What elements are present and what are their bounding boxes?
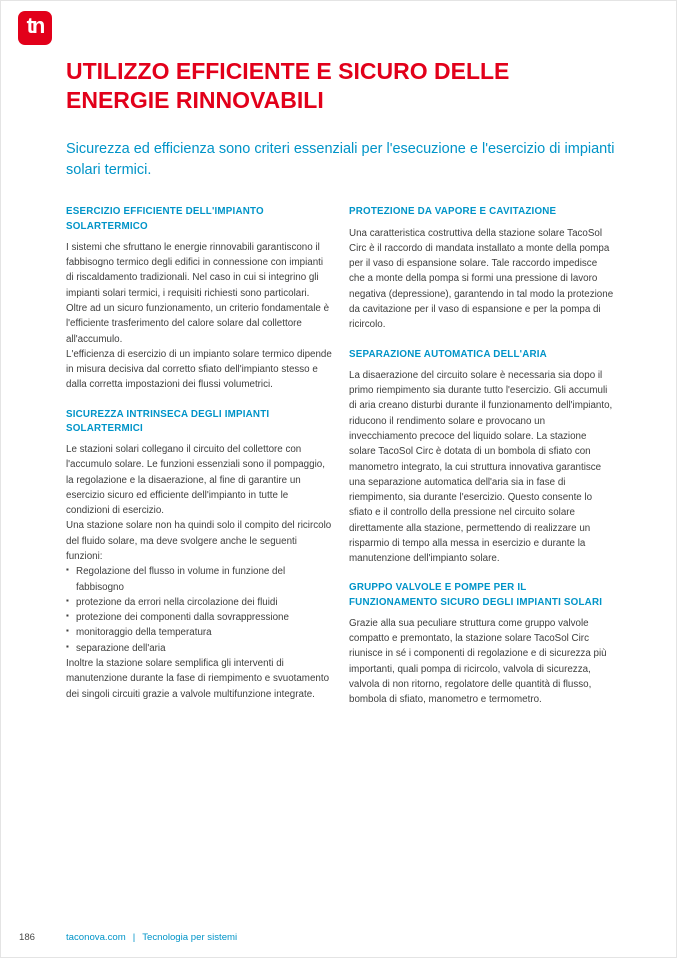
bullet-text: monitoraggio della temperatura xyxy=(76,627,212,639)
list-item xyxy=(66,610,332,625)
section-heading: PROTEZIONE DA VAPORE E CAVITAZIONE xyxy=(349,206,557,218)
section-heading: GRUPPO VALVOLE E POMPE PER IL FUNZIONAMENTO SICURO DEGLI IMPIANTI SOLARI xyxy=(349,582,603,608)
footer-site: taconova.com xyxy=(66,932,126,943)
page-subtitle: Sicurezza ed efficienza sono criteri essenziali per l'esecuzione e l'esercizio di impianti solari termici. xyxy=(66,141,615,179)
list-item xyxy=(66,641,332,656)
list-item xyxy=(66,595,332,610)
section-heading: SEPARAZIONE AUTOMATICA DELL'ARIA xyxy=(349,348,547,360)
page-footer xyxy=(1,931,676,945)
bullet-text: separazione dell'aria xyxy=(76,642,166,654)
page-title: UTILIZZO EFFICIENTE E SICURO DELLE ENERGIE RINNOVABILI xyxy=(66,58,510,114)
section-sicurezza-intrinseca xyxy=(66,408,332,702)
left-column xyxy=(66,205,332,722)
list-item xyxy=(66,564,332,595)
bullet-list xyxy=(66,564,332,656)
section-gruppo-valvole xyxy=(349,581,615,707)
bullet-icon: ▪ xyxy=(66,641,69,651)
body-paragraph: I sistemi che sfruttano le energie rinnovabili garantiscono il fabbisogno termico degli edifici in connessione con impianti di riscaldamento tradizionali. Nel caso in cui si integrino gli impianti solari termici, i requisiti richiesti sono particolari. Oltre ad un sicuro funzionamento, un criterio fondamentale è l'efficiente trasferimento del calore solare dal collettore all'accumulo. xyxy=(66,241,330,345)
logo-text: tn xyxy=(26,13,44,38)
bullet-icon: ▪ xyxy=(66,611,69,621)
taconova-logo xyxy=(18,11,52,45)
body-paragraph: La disaerazione del circuito solare è necessaria sia dopo il primo riempimento sia durante tutto l'esercizio. Gli accumuli di aria creano disturbi durante il funzionamento dell'impianto, riducono il rendimento solare e provocano un invecchiamento precoce del liquido solare. La stazione solare TacoSol Circ è dotata di un bombola di sfiato con manometro integrato, la cui struttura innovativa garantisce una separazione automatica dell'aria sia in fase di riempimento, sia durante l'esercizio. Questo consente lo sfiato e il controllo della pressione nel circuito solare direttamente alla stazione, permettendo di realizzare un risparmio di tempo alla messa in esercizio e durante la manutenzione dell'impianto solare. xyxy=(349,369,613,565)
footer-divider: | xyxy=(132,932,136,943)
body-paragraph: Una caratteristica costruttiva della stazione solare TacoSol Circ è il raccordo di mandata installato a monte della pompa per il vaso di espansione solare. Tale raccordo impedisce che a monte della pompa si formi una pressione di lavoro negativa (depressione), garantendo in tal modo la protezione da cavitazione per il vaso di espansione e per la pompa di ricircolo. xyxy=(349,227,614,331)
bullet-text: protezione da errori nella circolazione dei fluidi xyxy=(76,596,278,608)
bullet-icon: ▪ xyxy=(66,595,69,605)
section-protezione-vapore xyxy=(349,205,615,332)
section-separazione-aria xyxy=(349,348,615,567)
bullet-text: Regolazione del flusso in volume in funzione del fabbisogno xyxy=(76,566,286,593)
footer-tagline: Tecnologia per sistemi xyxy=(142,932,238,943)
right-column xyxy=(349,205,615,722)
two-column-layout xyxy=(66,205,615,722)
bullet-icon: ▪ xyxy=(66,565,69,575)
section-heading: ESERCIZIO EFFICIENTE DELL'IMPIANTO SOLARTERMICO xyxy=(66,206,264,232)
body-paragraph: Una stazione solare non ha quindi solo il compito del ricircolo del fluido solare, ma deve svolgere anche le seguenti funzioni: xyxy=(66,520,332,563)
footer-meta xyxy=(66,931,237,945)
page-number: 186 xyxy=(19,932,36,943)
body-paragraph: Le stazioni solari collegano il circuito del collettore con l'accumulo solare. Le funzioni essenziali sono il pompaggio, la regolazione e la disaerazione, al fine di garantire un esercizio sicuro ed efficiente dell'impianto in tutte le condizioni di esercizio. xyxy=(66,444,325,517)
body-paragraph: L'efficienza di esercizio di un impianto solare termico dipende in misura decisiva dal corretto sfiato dell'impianto stesso e dalla corretta impostazioni dei flussi volumetrici. xyxy=(66,348,332,391)
section-heading: SICUREZZA INTRINSECA DEGLI IMPIANTI SOLARTERMICI xyxy=(66,408,270,434)
bullet-text: protezione dei componenti dalla sovrappressione xyxy=(76,612,289,624)
bullet-icon: ▪ xyxy=(66,626,69,636)
page-content xyxy=(66,57,615,723)
list-item xyxy=(66,625,332,640)
section-esercizio-efficiente xyxy=(66,205,332,392)
body-paragraph: Grazie alla sua peculiare struttura come gruppo valvole compatto e premontato, la stazione solare TacoSol Circ riunisce in sé i componenti di regolazione e di sicurezza più importanti, quali pompa di ricircolo, valvola di sicurezza, valvola di non ritorno, regolatore delle quantità di flusso, bombola di sfiato, manometro e termometro. xyxy=(349,617,607,706)
body-paragraph: Inoltre la stazione solare semplifica gli interventi di manutenzione durante la fase di riempimento e svuotamento dei singoli circuiti grazie a valvole multifunzione integrate. xyxy=(66,658,330,700)
